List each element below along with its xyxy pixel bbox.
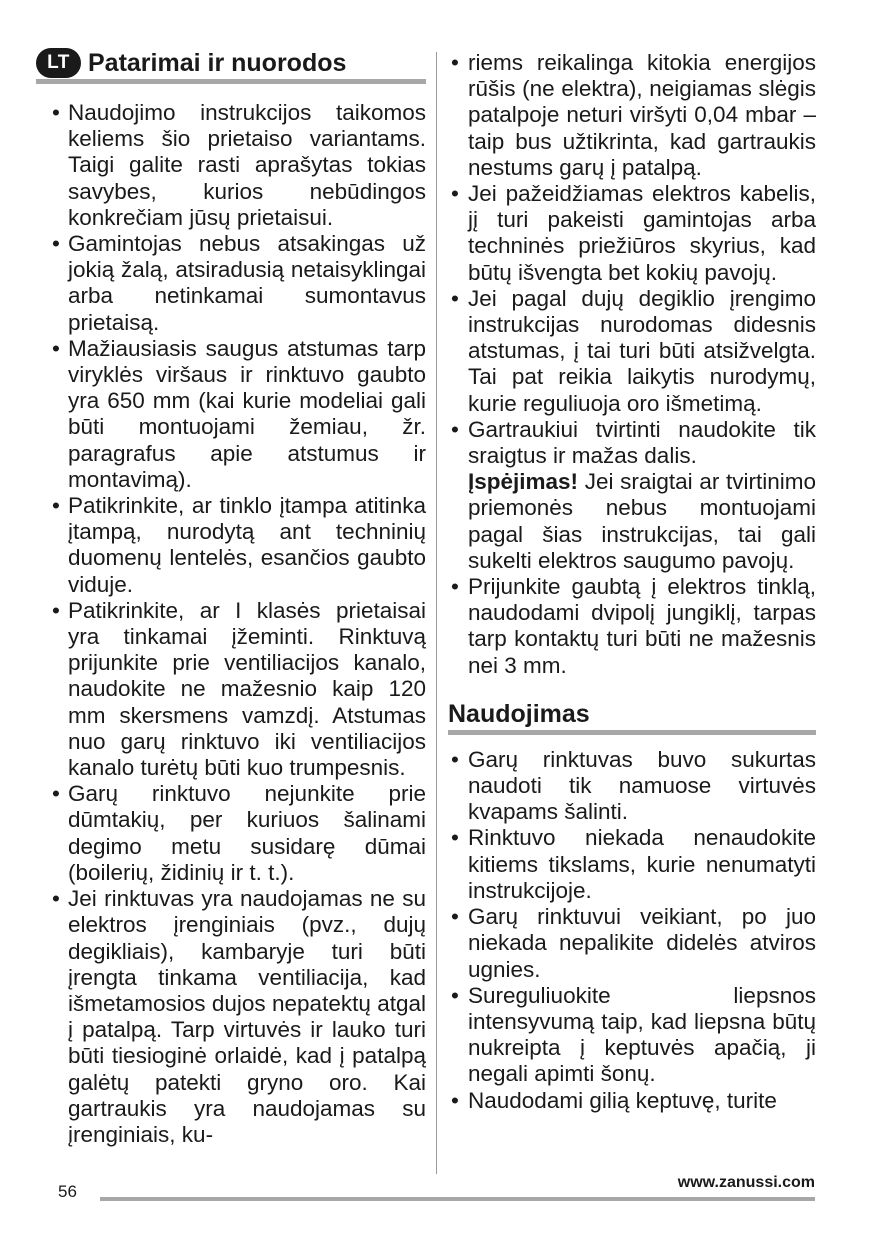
right-column xyxy=(448,50,816,1114)
section-title-tips: Patarimai ir nuorodos xyxy=(88,49,347,77)
list-item: • Jei pagal dujų degiklio įrengimo instrukcijas nurodomas didesnis atstumas, į tai turi būti atsižvelgta. Tai pat reikia laikytis nurodymų, kurie reguliuoja oro išmetimą. xyxy=(448,286,816,417)
title-underline xyxy=(448,730,816,735)
list-item: • Naudojimo instrukcijos taikomos keliems šio prietaiso variantams. Taigi galite rasti aprašytas tokias savybes, kurios nebūdingos konkrečiam jūsų prietaisui. xyxy=(36,100,426,231)
list-item: • Rinktuvo niekada nenaudokite kitiems tikslams, kurie nenumatyti instrukcijoje. xyxy=(448,825,816,904)
page-number: 56 xyxy=(58,1182,77,1201)
footer-rule xyxy=(100,1197,815,1201)
section-heading xyxy=(448,699,816,729)
language-badge: LT xyxy=(36,48,81,78)
list-item: • Sureguliuokite liepsnos intensyvumą taip, kad liepsna būtų nukreipta į keptuvės apačią, ji negali apimti šonų. xyxy=(448,983,816,1088)
list-item: • Garų rinktuvas buvo sukurtas naudoti tik namuose virtuvės kvapams šalinti. xyxy=(448,747,816,826)
list-item: • Prijunkite gaubtą į elektros tinklą, naudodami dvipolį jungiklį, tarpas tarp kontaktų turi būti ne mažesnis nei 3 mm. xyxy=(448,574,816,679)
left-column xyxy=(36,48,426,1148)
list-item: • Garų rinktuvui veikiant, po juo niekada nepalikite didelės atviros ugnies. xyxy=(448,904,816,983)
title-underline xyxy=(36,79,426,84)
list-item: • Jei pažeidžiamas elektros kabelis, jį turi pakeisti gamintojas arba techninės priežiūros skyrius, kad būtų išvengta bet kokių pavojų. xyxy=(448,181,816,286)
list-item: • Jei rinktuvas yra naudojamas ne su elektros įrenginiais (pvz., dujų degikliais), kambaryje turi būti įrengta tinkama ventiliacija, kad išmetamosios dujos nepatektų atgal į patalpą. Tarp virtuvės ir lauko turi būti tiesioginė orlaidė, kad į patalpą galėtų patekti gryno oro. Kai gartraukis yra naudojamas su įrenginiais, ku- xyxy=(36,886,426,1148)
warning-paragraph xyxy=(468,469,816,574)
column-divider xyxy=(436,52,437,1174)
tips-list-continued xyxy=(448,50,816,679)
list-item xyxy=(448,417,816,574)
continued-paragraph: riems reikalinga kitokia energijos rūšis (ne elektra), neigiamas slėgis patalpoje neturi viršyti 0,04 mbar – taip bus užtikrinta, kad gartraukis nestums garų į patalpą. xyxy=(468,50,816,180)
website-link: www.zanussi.com xyxy=(677,1174,815,1191)
list-item: • Mažiausiasis saugus atstumas tarp viryklės viršaus ir rinktuvo gaubto yra 650 mm (kai kurie modeliai gali būti montuojami žemiau, žr. paragrafus apie atstumus ir montavimą). xyxy=(36,336,426,493)
list-item: • Naudodami gilią keptuvę, turite xyxy=(448,1088,816,1114)
usage-section xyxy=(448,699,816,1114)
usage-list xyxy=(448,747,816,1114)
continued-text xyxy=(448,50,816,181)
warning-text: Jei sraigtai ar tvirtinimo priemonės nebus montuojami pagal šias instrukcijas, tai gali sukelti elektros saugumo pavojų. xyxy=(468,469,816,573)
list-item: • Patikrinkite, ar tinklo įtampa atitinka įtampą, nurodytą ant techninių duomenų lentelės, esančios gaubto viduje. xyxy=(36,493,426,598)
list-item: • Garų rinktuvo nejunkite prie dūmtakių, per kuriuos šalinami degimo metu susidarę dūmai (boilerių, židinių ir t. t.). xyxy=(36,781,426,886)
list-item: • Gamintojas nebus atsakingas už jokią žalą, atsiradusią netaisyklingai arba netinkamai sumontavus prietaisą. xyxy=(36,231,426,336)
section-title-usage: Naudojimas xyxy=(448,699,590,728)
list-item-text: Gartraukiui tvirtinti naudokite tik sraigtus ir mažas dalis. xyxy=(468,416,816,469)
tips-list xyxy=(36,100,426,1148)
section-heading xyxy=(36,48,426,78)
warning-label: Įspėjimas! xyxy=(468,469,579,495)
list-item: • Patikrinkite, ar I klasės prietaisai yra tinkamai įžeminti. Rinktuvą prijunkite prie ventiliacijos kanalo, naudokite ne mažesnio kaip 120 mm skersmens vamzdį. Atstumas nuo garų rinktuvo iki ventiliacijos kanalo turėtų būti kuo trumpesnis. xyxy=(36,598,426,781)
